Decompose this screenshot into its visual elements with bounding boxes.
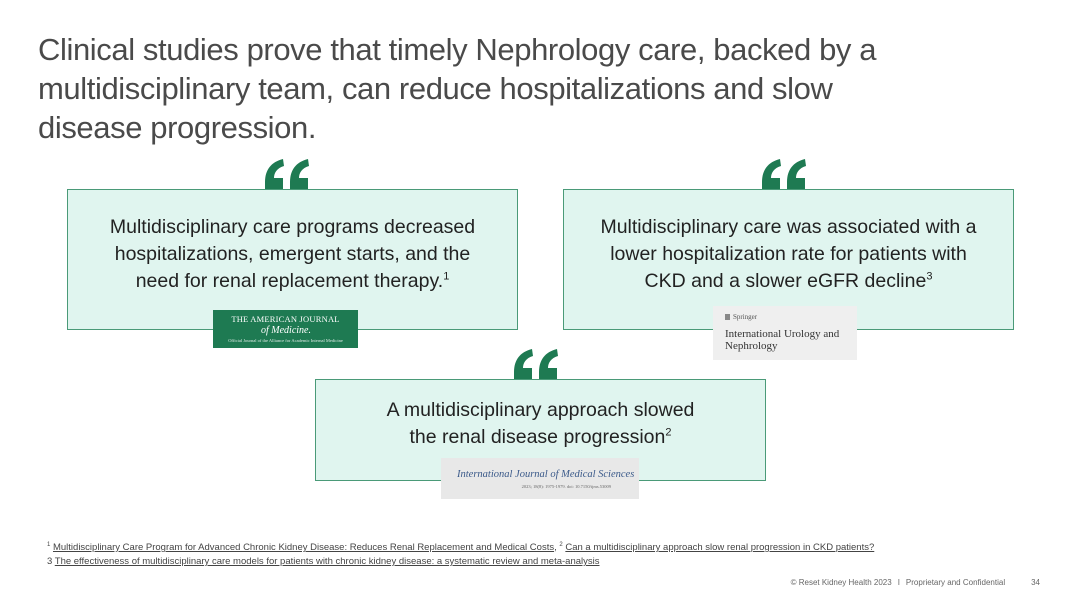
american-journal-of-medicine-logo: THE AMERICAN JOURNAL of Medicine. Official Journal of the Alliance for Academic Internal Medicine bbox=[213, 310, 358, 348]
footnote-number: 2 bbox=[559, 541, 563, 548]
reference-marker: 3 bbox=[926, 270, 933, 283]
international-urology-nephrology-logo: Springer International Urology and Nephrology bbox=[713, 306, 857, 360]
reference-marker: 2 bbox=[665, 426, 672, 439]
quote-text-3: A multidisciplinary approach slowed the renal disease progression$^2$ bbox=[386, 399, 695, 448]
quote-text-2: Multidisciplinary care was associated with a lower hospitalization rate for patients with CKD and a slower eGFR decline$^3$ bbox=[600, 216, 977, 292]
copyright-text: © Reset Kidney Health 2023 bbox=[790, 578, 892, 587]
international-journal-of-medical-sciences-logo: International Journal of Medical Sciences 2023; 18(8): 1975-1979. doi: 10.7150/ijms.53009 bbox=[441, 458, 639, 499]
footnotes: $^1$ Multidisciplinary Care Program for Advanced Chronic Kidney Disease: Reduces Renal Replacement and Medical Costs, $^2$ Can a multidisciplinary approach slow renal progression in CKD patients? 3 The effectiveness of multidisciplinary care models for patients with chronic kidney disease: a systematic review and meta-analysis bbox=[47, 541, 875, 567]
quote-text-1: Multidisciplinary care programs decreased hospitalizations, emergent starts, and the need for renal replacement therapy.$^1$ bbox=[109, 216, 476, 292]
quote-card-1 bbox=[67, 189, 518, 330]
reference-link-3[interactable]: The effectiveness of multidisciplinary care models for patients with chronic kidney disease: a systematic review and meta-analysis bbox=[54, 556, 600, 567]
confidential-text: Proprietary and Confidential bbox=[905, 578, 1006, 587]
footnote-number: 1 bbox=[47, 541, 51, 548]
reference-marker: 1 bbox=[443, 270, 450, 283]
reference-link-2[interactable]: Can a multidisciplinary approach slow renal progression in CKD patients? bbox=[565, 542, 875, 553]
page-number: 34 bbox=[1031, 578, 1040, 587]
slide-footer: © Reset Kidney Health 2023 I Proprietary and Confidential 34 bbox=[790, 578, 1040, 587]
reference-link-1[interactable]: Multidisciplinary Care Program for Advanced Chronic Kidney Disease: Reduces Renal Replacement and Medical Costs bbox=[52, 542, 555, 553]
page-title: Clinical studies prove that timely Nephrology care, backed by a multidisciplinary team, can reduce hospitalizations and slow disease progression. bbox=[38, 32, 877, 145]
